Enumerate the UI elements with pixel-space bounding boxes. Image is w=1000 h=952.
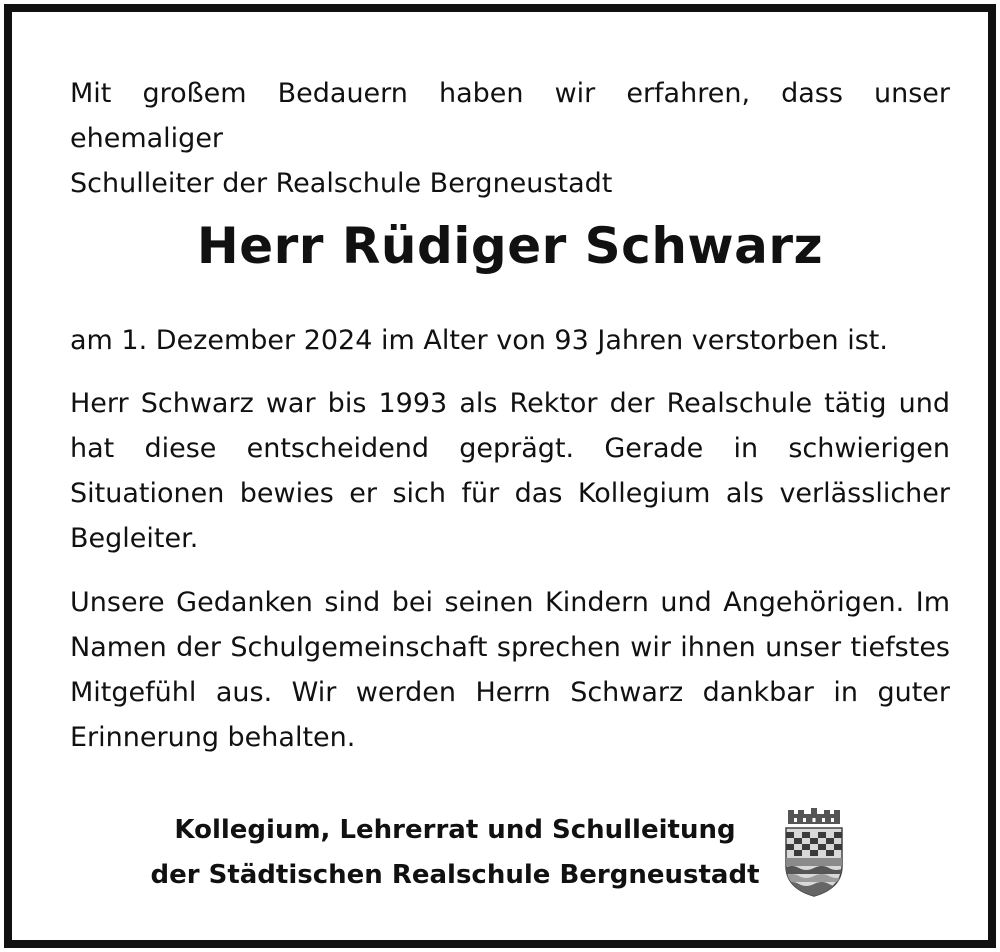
intro-text — [70, 71, 950, 206]
obituary-content — [70, 56, 950, 890]
deceased-name: Herr Rüdiger Schwarz — [196, 217, 824, 275]
intro-line-2: Schulleiter der Realschule Bergneustadt — [70, 168, 613, 199]
intro-line-1: Mit großem Bedauern haben wir erfahren, dass unser ehemaliger — [70, 78, 950, 154]
date-line: am 1. Dezember 2024 im Alter von 93 Jahren verstorben ist. — [70, 325, 888, 356]
signature-block — [150, 808, 760, 898]
paragraph-career: Herr Schwarz war bis 1993 als Rektor der Realschule tätig und hat diese entscheidend geprägt. Gerade in schwierigen Situationen bewies er sich für das Kollegium als verlässlicher Begleiter. — [70, 388, 950, 554]
paragraph-condolences: Unsere Gedanken sind bei seinen Kindern und Angehörigen. Im Namen der Schulgemeinschaft sprechen wir ihnen unser tiefstes Mitgefühl aus. Wir werden Herrn Schwarz dankbar in guter Erinnerung behalten. — [70, 587, 950, 753]
signature-line-2: der Städtischen Realschule Bergneustadt — [150, 860, 760, 890]
signature-line-1: Kollegium, Lehrerrat und Schulleitung — [174, 815, 736, 845]
obituary-frame — [4, 4, 996, 948]
coat-of-arms-icon — [784, 808, 844, 898]
